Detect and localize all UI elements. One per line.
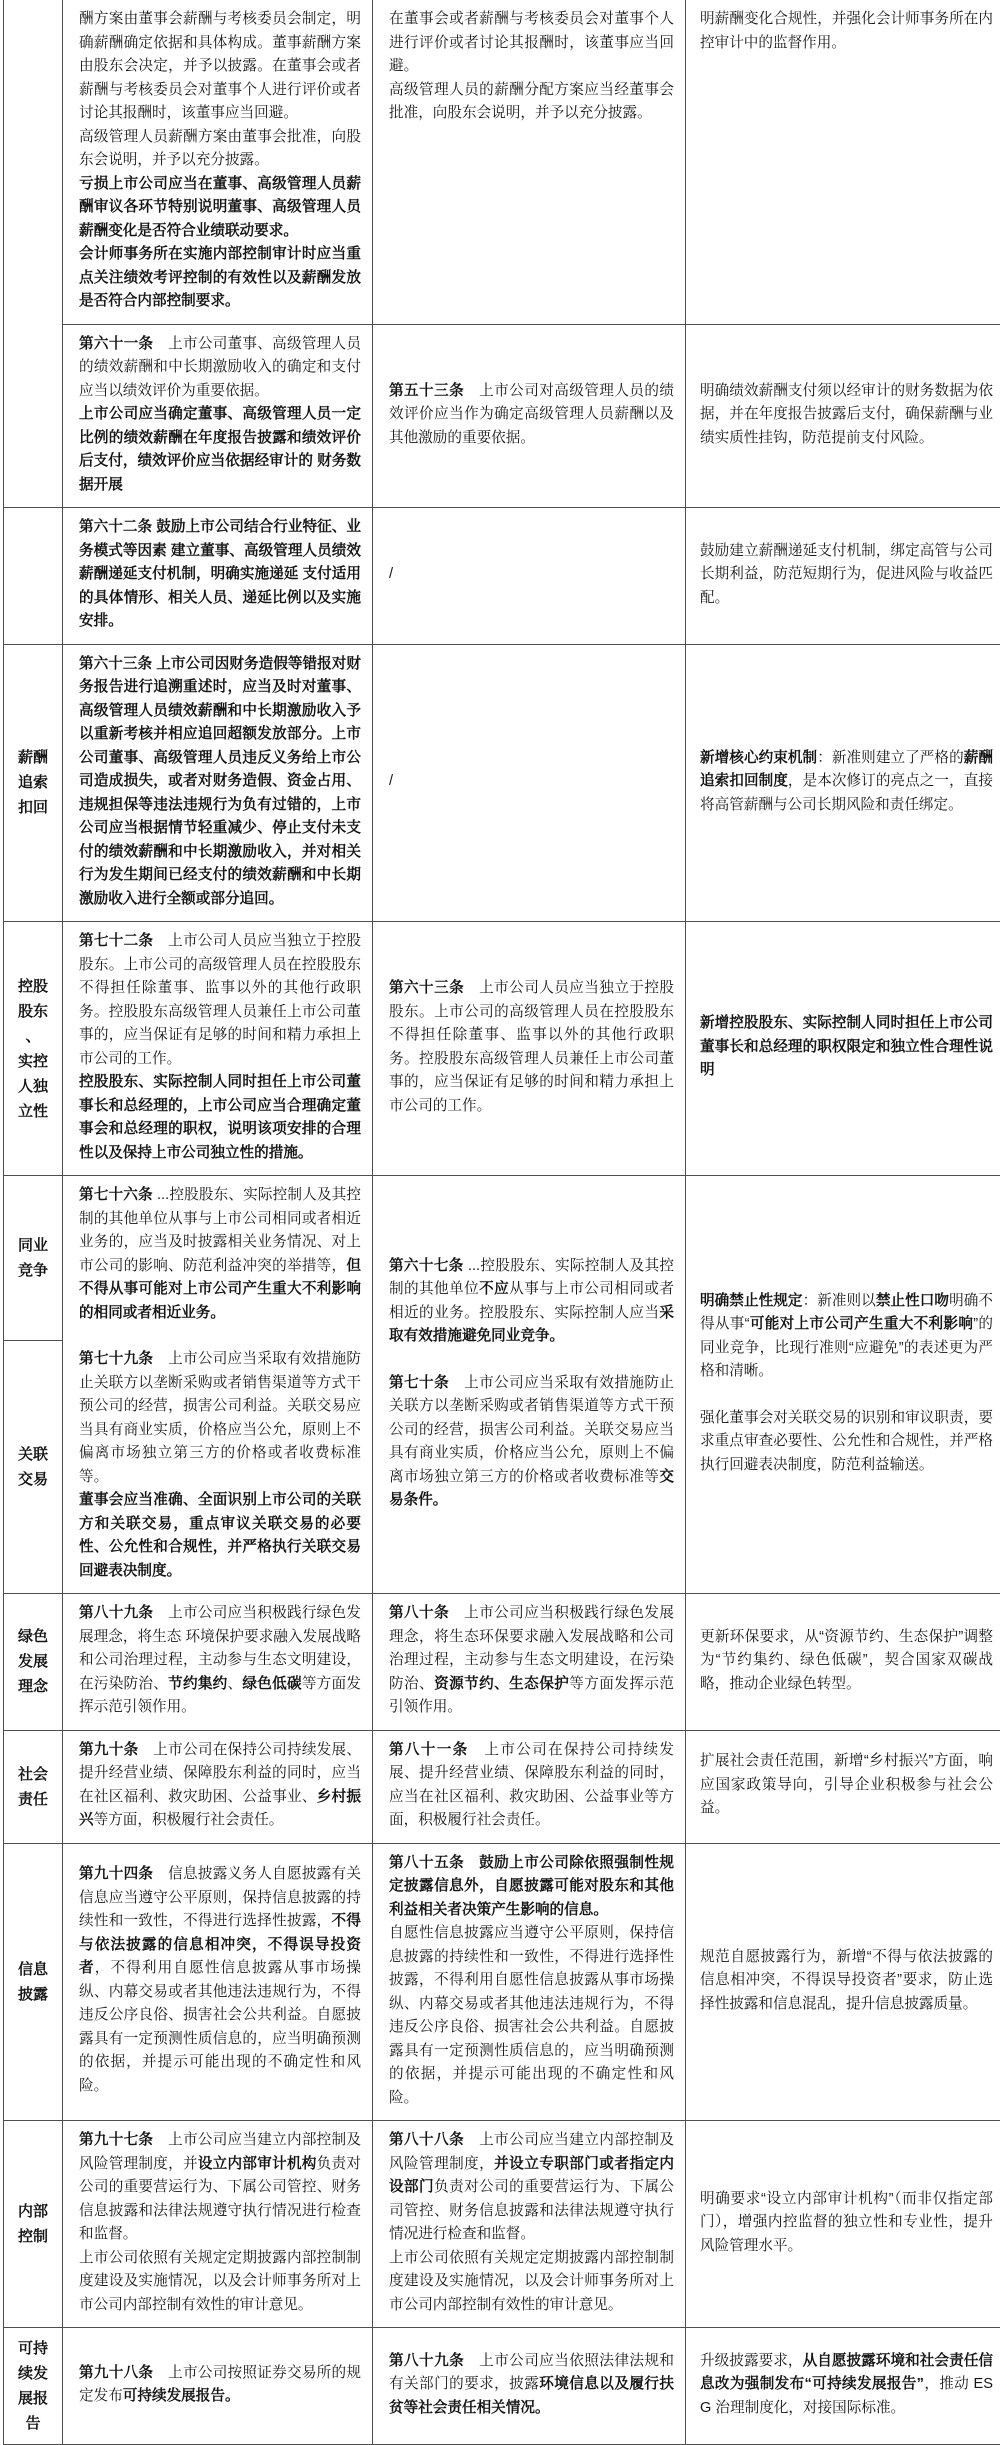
bold-text-run: 第八十九条 <box>79 1605 154 1621</box>
new-rule-cell <box>63 645 373 923</box>
category-label-line: 、 <box>25 1027 41 1045</box>
text-run: 高级管理人员的薪酬分配方案应当经董事会批准，向股东会说明，并予以充分披露。 <box>389 81 674 121</box>
bold-text-run: 资源节约、生态保护 <box>434 1675 570 1692</box>
bold-text-run: 第八十九条 <box>389 2352 465 2369</box>
rule-paragraph <box>389 977 674 1118</box>
category-cell <box>4 508 63 645</box>
bold-text-run: 第七十条 <box>389 1374 450 1391</box>
text-run: 、 <box>227 1675 243 1692</box>
category-label-line: 关联 <box>17 1446 48 1463</box>
new-rule-cell <box>63 1594 373 1731</box>
text-run: 酬方案由董事会薪酬与考核委员会制定，明确薪酬确定依据和具体构成。董事薪酬方案由股东会决定，并予以披露。在董事会或者薪酬与考核委员会对董事个人进行评价或者讨论其报酬时，该董事应当回避。 <box>79 11 361 121</box>
category-cell <box>4 2328 63 2445</box>
rule-paragraph <box>389 770 674 794</box>
comment-cell <box>686 2328 1000 2445</box>
text-run: 规范自愿披露行为，新增“不得与依法披露的信息相冲突，不得误导投资者”要求，防止选择性披露和信息混乱，提升信息披露质量。 <box>700 1948 993 2012</box>
bold-text-run: 乡村振兴 <box>79 1788 361 1828</box>
text-run: 上市公司对高级管理人员的绩效评价应当作为确定高级管理人员薪酬以及其他激励的重要依据。 <box>389 382 674 446</box>
text-run: 明薪酬变化合规性，并强化会计师事务所在内控审计中的监督作用。 <box>700 11 993 51</box>
comment-cell <box>686 922 1000 1176</box>
rule-paragraph <box>700 540 993 611</box>
comment-cell <box>686 508 1000 645</box>
rule-paragraph <box>700 8 993 55</box>
bold-text-run: 绿色低碳 <box>242 1675 302 1692</box>
category-label-line: 控股 <box>17 977 48 995</box>
text-run: ，是本次修订的亮点之一，直接将高管薪酬与公司长期风险和责任绑定。 <box>700 773 993 813</box>
rule-paragraph <box>79 1739 361 1833</box>
old-rule-cell <box>373 922 686 1176</box>
category-label-line: 展报 <box>17 2390 48 2407</box>
text-run: 上市公司应当积极践行绿色发展理念，将生态 环境保护要求融入发展战略和公司治理过程，主动参与生态文明建设，在污染防治、 <box>79 1605 361 1692</box>
rule-paragraph <box>79 653 361 912</box>
comment-cell <box>686 1594 1000 1731</box>
bold-text-run: 第六十三条 <box>389 980 465 996</box>
text-run: 上市公司按照证券交易所的规定发布 <box>79 2364 361 2404</box>
category-cell <box>4 1731 63 1844</box>
bold-text-run: 第七十二条 <box>79 933 154 949</box>
rule-paragraph <box>389 8 674 79</box>
category-label-line: 内部 <box>17 2203 48 2220</box>
category-label-line: 理念 <box>17 1678 48 1696</box>
bold-text-run: 上市公司应当确定董事、高级管理人员一定比例的绩效薪酬在年度报告披露和绩效评价后支付，绩效评价应当依据经审计的 财务数据开展 <box>79 406 361 493</box>
comment-cell <box>686 0 1000 325</box>
category-cell <box>4 1176 63 1341</box>
bold-text-run: 第七十九条 <box>79 1351 154 1367</box>
comment-cell <box>686 645 1000 923</box>
old-rule-cell <box>373 0 686 325</box>
bold-text-run: 可持续发展报告。 <box>122 2388 240 2404</box>
text-run: 负责对公司的重要营运行为、下属公司管控、财务信息披露和法律法规遵守执行情况进行检查和监督。 <box>79 2155 361 2242</box>
rule-paragraph <box>389 1255 674 1349</box>
text-run: 自愿性信息披露应当遵守公平原则，保持信息披露的持续性和一致性，不得进行选择性披露，不得利用自愿性信息披露从事市场操纵、内幕交易或者其他违法违规行为，不得违反公序良俗、损害社会公共利益。自愿披露具有一定预测性质信息的，应当明确预测的依据，并提示可能出现的不确定性和风险。 <box>389 1925 674 2106</box>
category-label-line: 披露 <box>17 1985 48 2003</box>
text-run: 上市公司董事、高级管理人员的绩效薪酬和中长期激励收入的确定和支付应当以绩效评价为重要依据。 <box>79 335 361 399</box>
text-run: 上市公司应当建立内部控制及风险管理制度，并 <box>79 2132 361 2172</box>
category-label-line: 股东 <box>17 1002 48 1020</box>
text-run: 上市公司应当采取有效措施防止关联方以垄断采购或者销售渠道等方式干预公司的经营，损害公司利益。关联交易应当具有商业实质，价格应当公允，原则上不偏离市场独立第三方的价格或者收费标准等。 <box>79 1351 361 1485</box>
bold-text-run: 不应 <box>479 1281 510 1297</box>
text-run: ：新准则以 <box>802 1292 876 1309</box>
bold-text-run: 并设立专职部门或者指定内设部门 <box>389 2155 674 2195</box>
bold-text-run: 明确禁止性规定 <box>700 1292 803 1309</box>
text-run: 上市公司应当依照法律法规和有关部门的要求，披露 <box>389 2352 674 2393</box>
bold-text-run: 采取有效措施避免同业竞争。 <box>389 1304 674 1344</box>
text-run: ，推动 ESG 治理制度化，对接国际标准。 <box>700 2376 993 2416</box>
new-rule-cell <box>63 1731 373 1844</box>
text-run: ，不得利用自愿性信息披露从事市场操纵、内幕交易或者其他违法违规行为，不得违反公序良俗、损害社会公共利益。自愿披露具有一定预测性质信息的，应当明确预测的依据，并提示可能出现的不确定性和风险。 <box>79 1960 361 2094</box>
rule-paragraph <box>79 2129 361 2247</box>
rule-paragraph <box>389 2247 674 2318</box>
bold-text-run: 第九十条 <box>79 1741 139 1758</box>
rule-paragraph <box>700 1407 993 1478</box>
text-run: 在董事会或者薪酬与考核委员会对董事个人进行评价或者讨论其报酬时，该董事应当回避。 <box>389 11 674 74</box>
text-run: 明确不得从事“ <box>700 1292 993 1333</box>
text-run: ...控股股东、实际控制人及其控制的其他单位 <box>389 1257 674 1297</box>
new-rule-cell <box>63 325 373 509</box>
text-run: 强化董事会对关联交易的识别和审议职责，要求重点审查必要性、公允性和合规性，并严格执行回避表决制度，防范利益输送。 <box>700 1409 993 1473</box>
rule-paragraph <box>389 1372 674 1513</box>
rule-paragraph <box>79 243 361 314</box>
bold-text-run: 第五十三条 <box>389 382 465 399</box>
bold-text-run: 第六十一条 <box>79 335 154 352</box>
bold-text-run: 董事会应当准确、全面识别上市公司的关联方和关联交易，重点审议关联交易的必要性、公允性和合规性，并严格执行关联交易回避表决制度。 <box>79 1492 361 1579</box>
category-label-line: 社会 <box>17 1765 48 1783</box>
bold-text-run: 禁止性口吻 <box>875 1292 950 1309</box>
text-run: 信息披露义务人自愿披露有关信息应当遵守公平原则，保持信息披露的持续性和一致性，不得进行选择性披露， <box>79 1866 361 1930</box>
bold-text-run: 不得与依法披露的信息相冲突，不得误导投资者 <box>79 1913 361 1977</box>
category-label-line: 续发 <box>17 2365 48 2382</box>
category-label-line: 薪酬 <box>17 749 48 767</box>
category-label-line: 交易 <box>17 1471 48 1488</box>
old-rule-cell <box>373 1731 686 1844</box>
rule-paragraph <box>700 1946 993 2017</box>
bold-text-run: 节约集约 <box>168 1675 228 1692</box>
rule-paragraph <box>389 1739 674 1833</box>
bold-text-run: 第六十三条 上市公司因财务造假等错报对财务报告进行追溯重述时，应当及时对董事、高级管理人员绩效薪酬和中长期激励收入予以重新考核并相应追回超额发放部分。上市公司董事、高级管理人员违反义务给上市公司造成损失，或者对财务造假、资金占用、违规担保等违法违规行为负有过错的，上市公司应当根据情节轻重减少、停止支付未支付的绩效薪酬和中长期激励收入，并对相关行为发生期间已经支付的绩效薪酬和中长期激励收入进行全额或部分追回。 <box>79 655 361 907</box>
bold-text-run: 从自愿披露环境和社会责任信息改为强制发布“可持续发展报告” <box>700 2352 993 2393</box>
text-run: 从事与上市公司相同或者相近的业务。控股股东、实际控制人应当 <box>389 1281 674 1321</box>
category-cell <box>4 922 63 1176</box>
rule-paragraph <box>79 1184 361 1325</box>
category-cell <box>4 1341 63 1594</box>
new-rule-cell <box>63 2121 373 2328</box>
text-run: 上市公司应当建立内部控制及风险管理制度， <box>389 2132 674 2172</box>
category-label-line: 责任 <box>17 1790 48 1808</box>
text-run: 上市公司在保持公司持续发展、提升经营业绩、保障股东利益的同时，应当在社区福利、救灾助困、公益事业、 <box>79 1741 361 1805</box>
bold-text-run: 设立内部审计机构 <box>197 2155 317 2172</box>
text-run: 等方面，积极履行社会责任。 <box>93 1812 284 1828</box>
old-rule-cell <box>373 645 686 923</box>
rule-paragraph <box>700 2350 993 2421</box>
rule-paragraph <box>79 2362 361 2409</box>
rule-paragraph <box>389 1602 674 1720</box>
bold-text-run: 第八十八条 <box>389 2132 465 2148</box>
text-run: 等方面发挥示范引领作用。 <box>79 1675 361 1715</box>
bold-text-run: 第六十七条 <box>389 1257 464 1274</box>
bold-text-run: 可能对上市公司产生重大不利影响 <box>749 1316 974 1333</box>
bold-text-run: 薪酬追索扣回制度 <box>700 749 993 789</box>
new-rule-cell <box>63 2328 373 2445</box>
rule-paragraph <box>79 8 361 126</box>
new-rule-cell <box>63 1176 373 1594</box>
rule-paragraph <box>700 1012 993 1083</box>
text-run: 上市公司依照有关规定定期披露内部控制制度建设及实施情况，以及会计师事务所对上市公司内部控制有效性的审计意见。 <box>389 2249 674 2313</box>
regulation-comparison-table <box>3 0 1000 2445</box>
category-label-line: 实控 <box>17 1052 48 1070</box>
text-run: ...控股股东、实际控制人及其控制的其他单位从事与上市公司相同或者相近业务的，应当及时披露相关业务情况、对上市公司的影响、防范利益冲突的举措等， <box>79 1187 361 1274</box>
comment-cell <box>686 1731 1000 1844</box>
category-label-line: 告 <box>25 2415 41 2432</box>
bold-text-run: 第八十五条 鼓励上市公司除依照强制性规定披露信息外，自愿披露可能对股东和其他利益相关者决策产生影响的信息。 <box>389 1854 674 1918</box>
text-run: 明确绩效薪酬支付须以经审计的财务数据为依据，并在年度报告披露后支付，确保薪酬与业绩实质性挂钩，防范提前支付风险。 <box>700 382 993 446</box>
rule-paragraph <box>700 1750 993 1821</box>
new-rule-cell <box>63 508 373 645</box>
bold-text-run: 第八十一条 <box>389 1741 469 1758</box>
category-label-line: 可持 <box>17 2340 48 2357</box>
old-rule-cell <box>373 325 686 509</box>
rule-paragraph <box>79 126 361 173</box>
text-run: 等方面发挥示范引领作用。 <box>389 1675 674 1715</box>
old-rule-cell <box>373 1594 686 1731</box>
text-run: 上市公司依照有关规定定期披露内部控制制度建设及实施情况，以及会计师事务所对上市公司内部控制有效性的审计意见。 <box>79 2249 361 2313</box>
bold-text-run: 新增控股股东、实际控制人同时担任上市公司董事长和总经理的职权限定和独立性合理性说明 <box>700 1015 993 1079</box>
bold-text-run: 第七十六条 <box>79 1187 153 1203</box>
old-rule-cell <box>373 1176 686 1594</box>
rule-paragraph <box>79 403 361 497</box>
bold-text-run: 但不得从事可能对上市公司产生重大不利影响的相同或者相近业务。 <box>79 1257 361 1321</box>
old-rule-cell <box>373 1844 686 2122</box>
rule-paragraph <box>389 380 674 451</box>
rule-paragraph <box>389 563 674 587</box>
bold-text-run: 新增核心约束机制 <box>700 749 818 766</box>
bold-text-run: 第八十条 <box>389 1605 450 1621</box>
bold-text-run: 亏损上市公司应当在董事、高级管理人员薪酬审议各环节特别说明董事、高级管理人员薪酬变化是否符合业绩联动要求。 <box>79 175 361 239</box>
bold-text-run: 第九十七条 <box>79 2132 154 2148</box>
category-label-line: 立性 <box>17 1102 48 1120</box>
category-label-line: 追索 <box>17 774 48 792</box>
text-run: / <box>389 773 394 789</box>
text-run: 鼓励建立薪酬递延支付机制，绑定高管与公司长期利益，防范短期行为，促进风险与收益匹配。 <box>700 542 993 606</box>
rule-paragraph <box>79 1602 361 1720</box>
old-rule-cell <box>373 2121 686 2328</box>
old-rule-cell <box>373 508 686 645</box>
rule-paragraph <box>79 173 361 244</box>
rule-paragraph <box>700 380 993 451</box>
category-label-line: 控制 <box>17 2228 48 2245</box>
rule-paragraph <box>79 2247 361 2318</box>
comment-cell <box>686 1176 1000 1594</box>
rule-paragraph <box>700 1290 993 1384</box>
comment-cell <box>686 1844 1000 2122</box>
bold-text-run: 第九十四条 <box>79 1866 154 1883</box>
category-label-line: 同业 <box>17 1237 48 1254</box>
text-run: ”的同业竞争，比现行准则“应避免”的表述更为严格和清晰。 <box>700 1316 993 1380</box>
rule-paragraph <box>389 1852 674 1923</box>
rule-paragraph <box>79 1071 361 1165</box>
category-label-line: 信息 <box>17 1960 48 1978</box>
rule-paragraph <box>79 1863 361 2098</box>
rule-paragraph <box>700 747 993 818</box>
rule-paragraph <box>79 1348 361 1489</box>
comment-cell <box>686 325 1000 509</box>
text-run: 扩展社会责任范围，新增“乡村振兴”方面，响应国家政策导向，引导企业积极参与社会公益。 <box>700 1753 993 1817</box>
text-run: 上市公司在保持公司持续发展、提升经营业绩、保障股东利益的同时，应当在社区福利、救灾助困、公益事业等方面，积极履行社会责任。 <box>389 1741 674 1828</box>
text-run: 负责对公司的重要营运行为、下属公司管控、财务信息披露和法律法规遵守执行情况进行检查和监督。 <box>389 2179 674 2242</box>
bold-text-run: 交易条件。 <box>389 1468 674 1508</box>
rule-paragraph <box>79 333 361 404</box>
text-run: 升级披露要求， <box>700 2352 803 2369</box>
category-cell <box>4 0 63 508</box>
bold-text-run: 第九十八条 <box>79 2364 154 2381</box>
bold-text-run: 第六十二条 鼓励上市公司结合行业特征、业务模式等因素 建立董事、高级管理人员绩效薪酬递延支付机制，明确实施递延 支付适用的具体情形、相关人员、递延比例以及实施安排。 <box>79 519 361 629</box>
new-rule-cell <box>63 1844 373 2122</box>
category-cell <box>4 2121 63 2328</box>
category-label-line: 绿色 <box>17 1628 48 1646</box>
category-label-line: 竞争 <box>17 1262 48 1279</box>
rule-paragraph <box>79 930 361 1071</box>
text-run: 上市公司应当采取有效措施防止关联方以垄断采购或者销售渠道等方式干预公司的经营，损害公司利益。关联交易应当具有商业实质，价格应当公允，原则上不偏离市场独立第三方的价格或者收费标准等 <box>389 1374 674 1485</box>
rule-paragraph <box>389 79 674 126</box>
new-rule-cell <box>63 922 373 1176</box>
text-run: 上市公司人员应当独立于控股股东。上市公司的高级管理人员在控股股东不得担任除董事、监事以外的其他行政职务。控股股东高级管理人员兼任上市公司董事的，应当保证有足够的时间和精力承担上市公司的工作。 <box>79 933 361 1067</box>
rule-paragraph <box>389 2350 674 2421</box>
text-run: 更新环保要求，从“资源节约、生态保护”调整为“节约集约、绿色低碳”，契合国家双碳战略，推动企业绿色转型。 <box>700 1628 993 1692</box>
comment-cell <box>686 2121 1000 2328</box>
bold-text-run: 会计师事务所在实施内部控制审计时应当重点关注绩效考评控制的有效性以及薪酬发放是否符合内部控制要求。 <box>79 246 361 309</box>
old-rule-cell <box>373 2328 686 2445</box>
category-cell <box>4 645 63 923</box>
bold-text-run: 控股股东、实际控制人同时担任上市公司董事长和总经理的，上市公司应当合理确定董事会和总经理的职权，说明该项安排的合理性以及保持上市公司独立性的措施。 <box>79 1074 361 1161</box>
rule-paragraph <box>700 1626 993 1697</box>
rule-paragraph <box>79 516 361 634</box>
text-run: 高级管理人员薪酬方案由董事会批准，向股东会说明，并予以充分披露。 <box>79 128 361 168</box>
text-run: / <box>389 566 394 582</box>
text-run: 上市公司应当积极践行绿色发展理念，将生态环保要求融入发展战略和公司治理过程，主动参与生态文明建设，在污染防治、 <box>389 1605 674 1692</box>
text-run: ：新准则建立了严格的 <box>817 749 964 766</box>
category-label-line: 人独 <box>17 1077 48 1095</box>
category-label-line: 发展 <box>17 1653 48 1671</box>
bold-text-run: 环境信息以及履行扶贫等社会责任相关情况。 <box>389 2376 674 2416</box>
rule-paragraph <box>389 2129 674 2247</box>
new-rule-cell <box>63 0 373 325</box>
text-run: 上市公司人员应当独立于控股股东。上市公司的高级管理人员在控股股东不得担任除董事、监事以外的其他行政职务。控股股东高级管理人员兼任上市公司董事的，应当保证有足够的时间和精力承担上市公司的工作。 <box>389 980 674 1114</box>
rule-paragraph <box>700 2188 993 2259</box>
text-run: 明确要求“设立内部审计机构”（而非仅指定部门），增强内控监督的独立性和专业性，提升风险管理水平。 <box>700 2190 993 2254</box>
category-label-line: 扣回 <box>17 799 48 817</box>
rule-paragraph <box>389 1922 674 2110</box>
category-cell <box>4 1844 63 2122</box>
rule-paragraph <box>79 1489 361 1583</box>
category-cell <box>4 1594 63 1731</box>
